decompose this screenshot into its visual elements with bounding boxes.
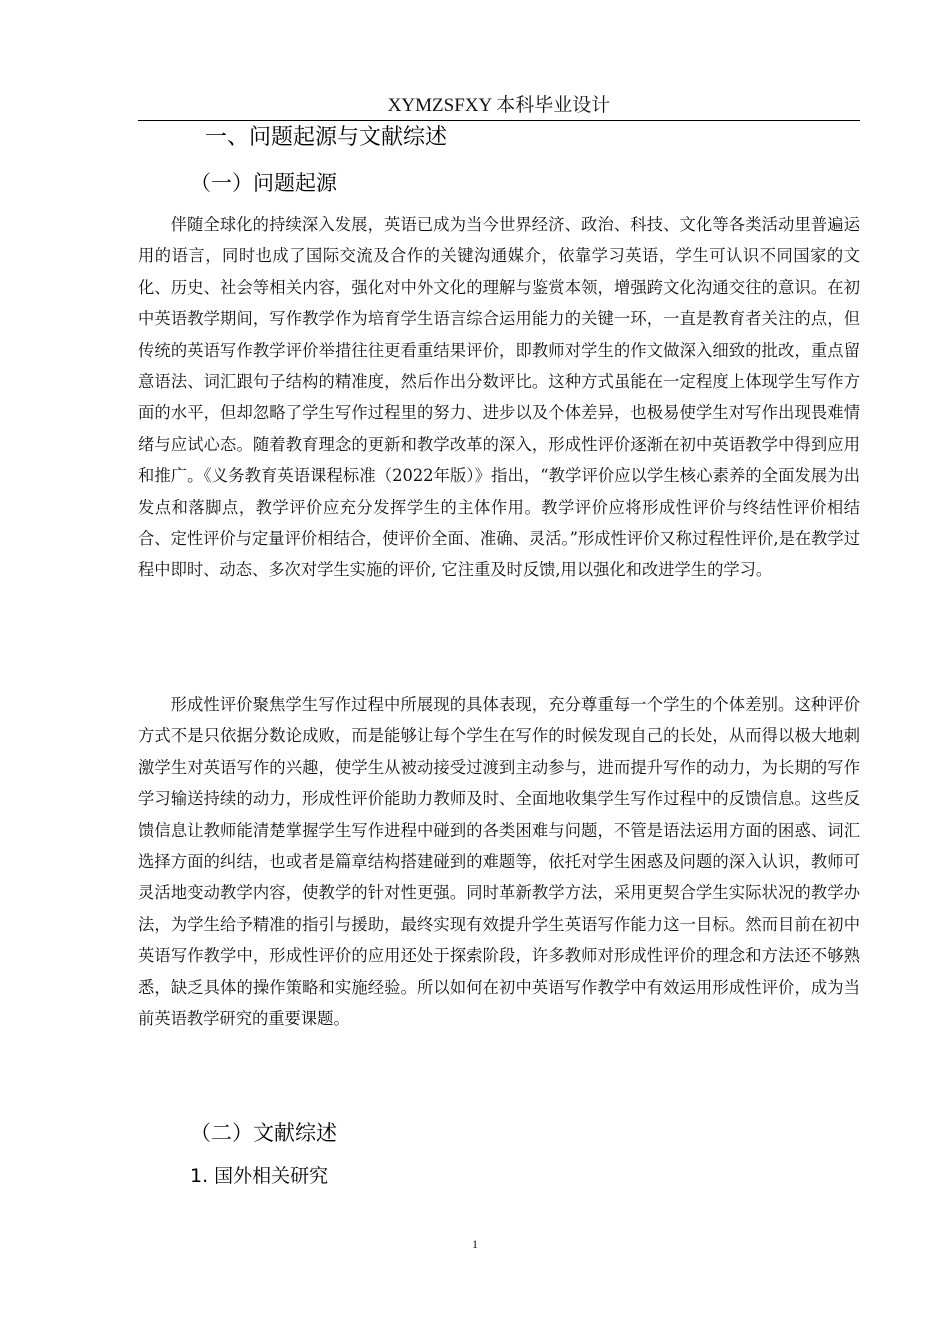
section-heading: 一、问题起源与文献综述 [205,125,448,150]
subsection-heading-literature: （二）文献综述 [190,1121,337,1145]
page-number: 1 [472,1237,478,1251]
page-header: XYMZSFXY 本科毕业设计 [387,95,611,116]
paragraph-formative-evaluation: 形成性评价聚焦学生写作过程中所展现的具体表现，充分尊重每一个学生的个体差别。这种评价方式不是只依据分数论成败，而是能够让每个学生在写作的时候发现自己的长处，从而得以极大地刺激学生对英语写作的兴趣，使学生从被动接受过渡到主动参与，进而提升写作的动力，为长期的写作学习输送持续的动力，形成性评价能助力教师及时、全面地收集学生写作过程中的反馈信息。这些反馈信息让教师能清楚掌握学生写作进程中碰到的各类困难与问题，不管是语法运用方面的困惑、词汇选择方面的纠结，也或者是篇章结构搭建碰到的难题等，依托对学生困惑及问题的深入认识，教师可灵活地变动教学内容，使教学的针对性更强。同时革新教学方法，采用更契合学生实际状况的教学办法，为学生给予精准的指引与援助，最终实现有效提升学生英语写作能力这一目标。然而目前在初中英语写作教学中，形成性评价的应用还处于探索阶段，许多教师对形成性评价的理念和方法还不够熟悉，缺乏具体的操作策略和实施经验。所以如何在初中英语写作教学中有效运用形成性评价，成为当前英语教学研究的重要课题。 [138,695,860,1029]
header-divider [138,120,860,121]
paragraph-origin: 伴随全球化的持续深入发展，英语已成为当今世界经济、政治、科技、文化等各类活动里普遍运用的语言，同时也成了国际交流及合作的关键沟通媒介，依靠学习英语，学生可认识不同国家的文化、历史、社会等相关内容，强化对中外文化的理解与鉴赏本领，增强跨文化沟通交往的意识。在初中英语教学期间，写作教学作为培育学生语言综合运用能力的关键一环，一直是教育者关注的点，但传统的英语写作教学评价举措往往更看重结果评价，即教师对学生的作文做深入细致的批改，重点留意语法、词汇跟句子结构的精准度，然后作出分数评比。这种方式虽能在一定程度上体现学生写作方面的水平，但却忽略了学生写作过程里的努力、进步以及个体差异，也极易使学生对写作出现畏难情绪与应试心态。随着教育理念的更新和教学改革的深入，形成性评价逐渐在初中英语教学中得到应用和推广。《义务教育英语课程标准（2022年版）》指出，“教学评价应以学生核心素养的全面发展为出发点和落脚点，教学评价应充分发挥学生的主体作用。教学评价应将形成性评价与终结性评价相结合、定性评价与定量评价相结合，使评价全面、准确、灵活。”形成性评价又称过程性评价,是在教学过程中即时、动态、多次对学生实施的评价, 它注重及时反馈,用以强化和改进学生的学习。 [138,215,860,580]
subsection-heading-foreign-research: 1. 国外相关研究 [190,1165,329,1187]
subsection-heading-origin: （一）问题起源 [190,171,337,195]
